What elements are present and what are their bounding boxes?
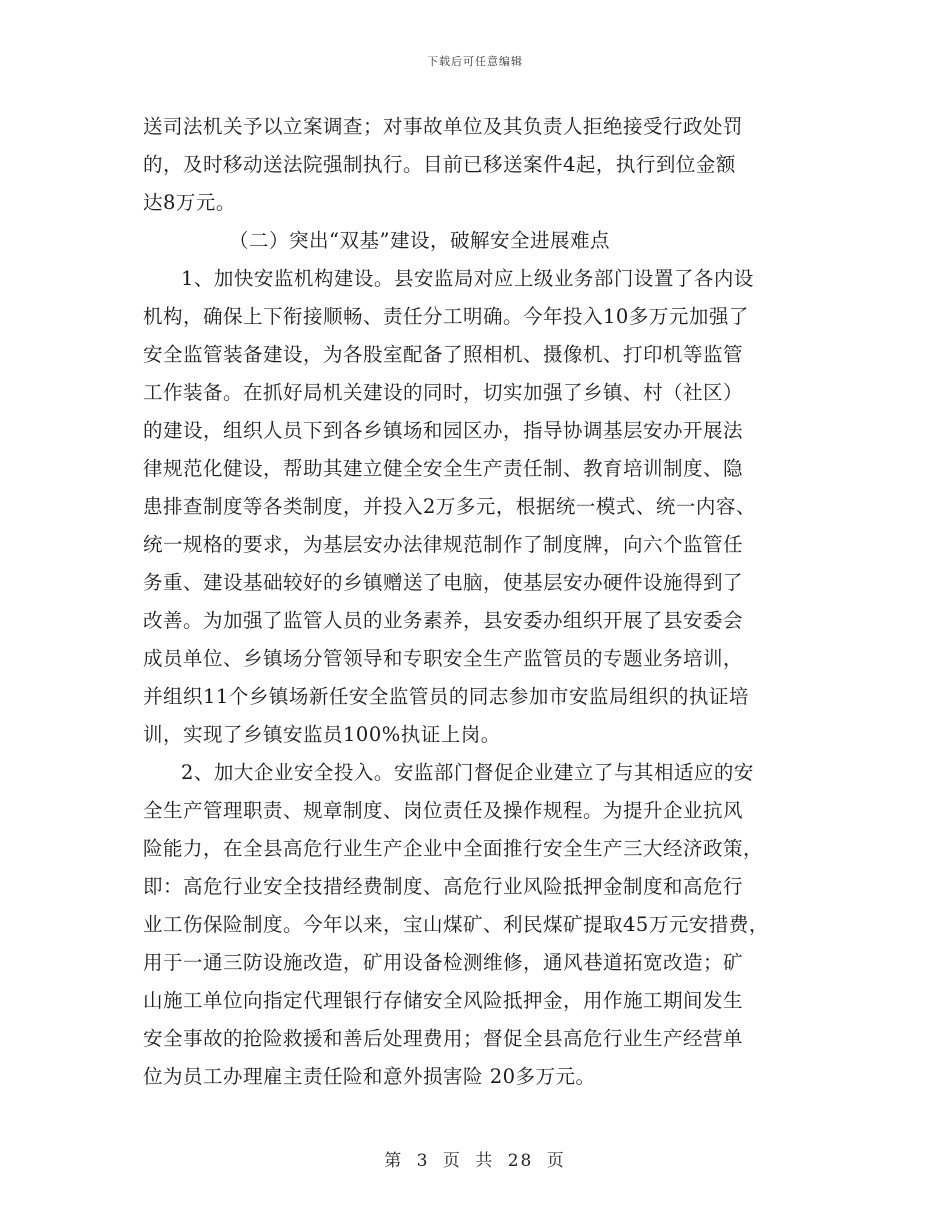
body-line: 统一规格的要求，为基层安办法律规范制作了制度牌，向六个监管任 (143, 533, 744, 556)
body-line: 位为员工办理雇主责任险和意外损害险 20多万元。 (143, 1065, 596, 1088)
paragraph-start: 1、加快安监机构建设。县安监局对应上级业务部门设置了各内设 (181, 267, 754, 290)
body-line: 安全监管装备建设，为各股室配备了照相机、摄像机、打印机等监管 (143, 343, 744, 366)
body-line: 务重、建设基础较好的乡镇赠送了电脑，使基层安办硬件设施得到了 (143, 571, 744, 594)
body-line: 送司法机关予以立案调查；对事故单位及其负责人拒绝接受行政处罚 (143, 115, 744, 138)
body-line: 的建设，组织人员下到各乡镇场和园区办，指导协调基层安办开展法 (143, 419, 744, 442)
body-line: 安全事故的抢险救援和善后处理费用；督促全县高危行业生产经营单 (143, 1027, 744, 1050)
page-number-footer: 第 3 页 共 28 页 (384, 1151, 566, 1171)
body-line: 改善。为加强了监管人员的业务素养，县安委办组织开展了县安委会 (143, 609, 744, 632)
body-line: 并组织11个乡镇场新任安全监管员的同志参加市安监局组织的执证培 (143, 685, 749, 708)
body-line: 机构，确保上下衔接顺畅、责任分工明确。今年投入10多万元加强了 (143, 305, 749, 328)
body-line: 训，实现了乡镇安监员100%执证上岗。 (143, 723, 501, 746)
section-heading: （二）突出“双基”建设，破解安全进展难点 (229, 229, 610, 252)
body-line: 工作装备。在抓好局机关建设的同时，切实加强了乡镇、村（社区） (143, 381, 744, 404)
body-line: 达8万元。 (143, 191, 236, 214)
body-line: 业工伤保险制度。今年以来，宝山煤矿、利民煤矿提取45万元安措费， (143, 913, 769, 936)
paragraph-start: 2、加大企业安全投入。安监部门督促企业建立了与其相适应的安 (181, 761, 754, 784)
body-line: 用于一通三防设施改造，矿用设备检测维修，通风巷道拓宽改造；矿 (143, 951, 744, 974)
body-line: 全生产管理职责、规章制度、岗位责任及操作规程。为提升企业抗风 (143, 799, 744, 822)
body-line: 的，及时移动送法院强制执行。目前已移送案件4起，执行到位金额 (143, 153, 736, 176)
body-line: 即：高危行业安全技措经费制度、高危行业风险抵押金制度和高危行 (143, 875, 744, 898)
body-line: 山施工单位向指定代理银行存储安全风险抵押金，用作施工期间发生 (143, 989, 744, 1012)
body-line: 律规范化健设，帮助其建立健全安全生产责任制、教育培训制度、隐 (143, 457, 744, 480)
body-line: 成员单位、乡镇场分管领导和专职安全生产监管员的专题业务培训， (143, 647, 744, 670)
page-header: 下载后可任意编辑 (427, 55, 523, 68)
body-line: 患排查制度等各类制度，并投入2万多元，根据统一模式、统一内容、 (143, 495, 756, 518)
body-line: 险能力，在全县高危行业生产企业中全面推行安全生产三大经济政策， (143, 837, 764, 860)
document-body (143, 108, 813, 1096)
